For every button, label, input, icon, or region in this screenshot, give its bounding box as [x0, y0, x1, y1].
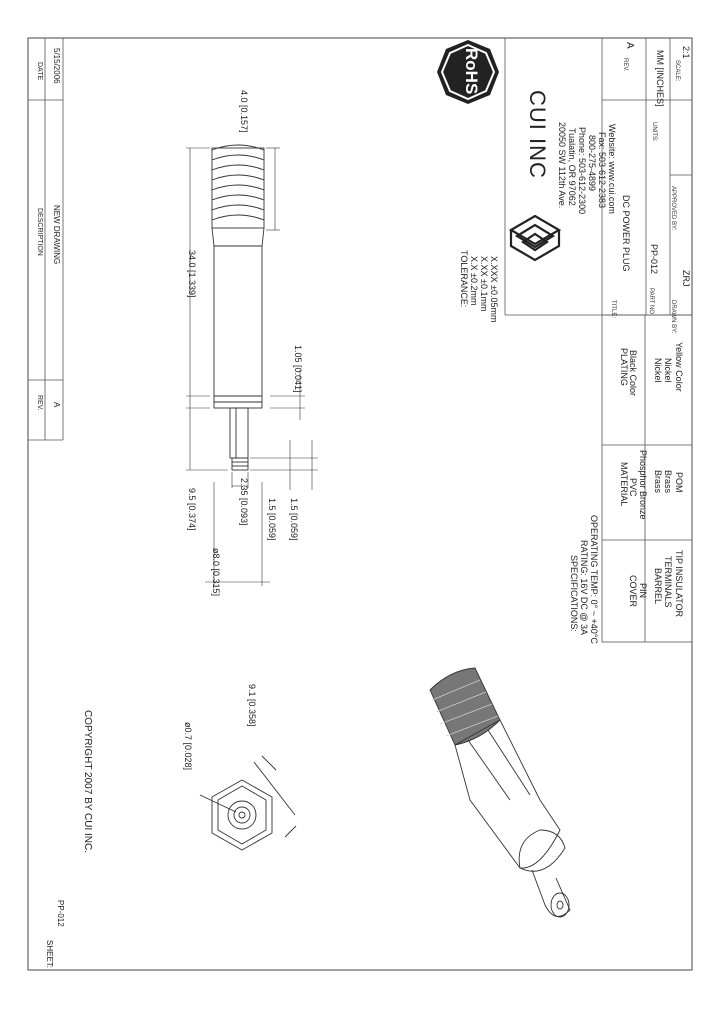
scale-value: 2:1 — [681, 46, 691, 59]
dim-tip-b: 1.5 [0.059] — [289, 498, 299, 541]
plating-barrel: Nickel — [653, 358, 663, 383]
tolerance-line: X.XXX ±0.05mm — [489, 256, 499, 323]
title-value: DC POWER PLUG — [621, 195, 631, 272]
date-header: DATE — [36, 62, 43, 81]
scale-label: SCALE: — [674, 60, 680, 82]
part-value: PP-012 — [649, 244, 659, 275]
dim-hex-width: 9.1 [0.358] — [247, 684, 257, 727]
part-name-terminals: TERMINALS — [663, 556, 673, 608]
material-terminals: Brass — [663, 470, 673, 494]
date-value: 5/15/2006 — [52, 48, 61, 84]
plug-side-view — [212, 145, 264, 470]
rev-value-tb: A — [624, 42, 635, 49]
part-label: PART NO. — [648, 288, 654, 316]
description-value: NEW DRAWING — [52, 205, 61, 265]
plating-header: PLATING — [619, 348, 629, 386]
units-label: UNITS: — [651, 122, 657, 142]
company-name: CUI INC — [525, 90, 550, 179]
rev-label: REV. — [622, 58, 628, 72]
material-barrel: Brass — [653, 470, 663, 494]
material-cover: PVC — [628, 478, 638, 497]
approved-label: APPROVED BY: — [670, 186, 676, 231]
specs-title: SPECIFICATIONS: — [569, 555, 579, 632]
address-line: 800-275-4899 — [587, 135, 597, 192]
material-pin: Phosphor Bronze — [638, 450, 648, 520]
rev-value: A — [52, 402, 61, 408]
address-line: 20050 SW 112th Ave. — [557, 122, 567, 209]
description-header: DESCRIPTION — [36, 208, 43, 256]
dim-body-length: 34.0 [1.339] — [187, 250, 197, 298]
address-line: Fax: 503-612-2383 — [597, 132, 607, 209]
dim-barrel-length: 9.5 [0.374] — [187, 488, 197, 531]
tolerance-line: X.XX ±0.1mm — [479, 256, 489, 312]
part-name-barrel: BARREL — [653, 568, 663, 605]
copyright-text: COPYRIGHT 2007 BY CUI INC. — [82, 710, 93, 854]
dim-barrel-diameter: 2.35 [0.093] — [239, 478, 249, 526]
specs-line: RATING: 16V DC @ 3A — [579, 540, 589, 635]
tolerance-title: TOLERANCE: — [459, 250, 469, 308]
dim-collar: 1.05 [0.041] — [293, 345, 303, 393]
part-name-tip-insulator: TIP INSULATOR — [674, 550, 684, 618]
dim-spring-length: 4.0 [0.157] — [239, 90, 249, 133]
dim-tip-a: 1.5 [0.059] — [267, 498, 277, 541]
address-line: Tualatin, OR 97062 — [567, 128, 577, 206]
plug-iso-view — [430, 668, 570, 917]
address-line: Phone: 503-612-2300 — [577, 127, 587, 215]
address-line: Website: www.cui.com — [607, 124, 617, 214]
plating-cover: Black Color — [628, 350, 638, 397]
sheet-part: PP-012 — [56, 900, 65, 927]
rohs-text: RoHS — [462, 48, 481, 95]
dim-body-diameter: ø8.0 [0.315] — [211, 548, 221, 597]
title-label: TITLE: — [610, 300, 616, 319]
specs-line: OPERATING TEMP: 0° ~ +40°C — [589, 515, 599, 644]
dim-pin-diameter: ø0.7 [0.028] — [183, 722, 193, 771]
part-name-pin: PIN — [638, 583, 648, 599]
plug-front-view — [200, 756, 296, 850]
sheet-label: SHEET: — [45, 940, 54, 969]
material-tip-insulator: POM — [674, 472, 684, 493]
plating-terminals: Nickel — [663, 358, 673, 383]
units-value: MM [INCHES] — [655, 50, 665, 107]
part-name-cover: COVER — [628, 575, 638, 608]
tolerance-line: X.X ±0.2mm — [469, 256, 479, 306]
rev-header: REV. — [36, 395, 43, 411]
plating-tip-insulator: Yellow Color — [674, 342, 684, 392]
drawn-value: ZRJ — [681, 270, 691, 287]
material-header: MATERIAL — [619, 462, 629, 507]
drawn-label: DRAWN BY: — [670, 300, 676, 334]
cui-logo-mark — [511, 216, 559, 260]
